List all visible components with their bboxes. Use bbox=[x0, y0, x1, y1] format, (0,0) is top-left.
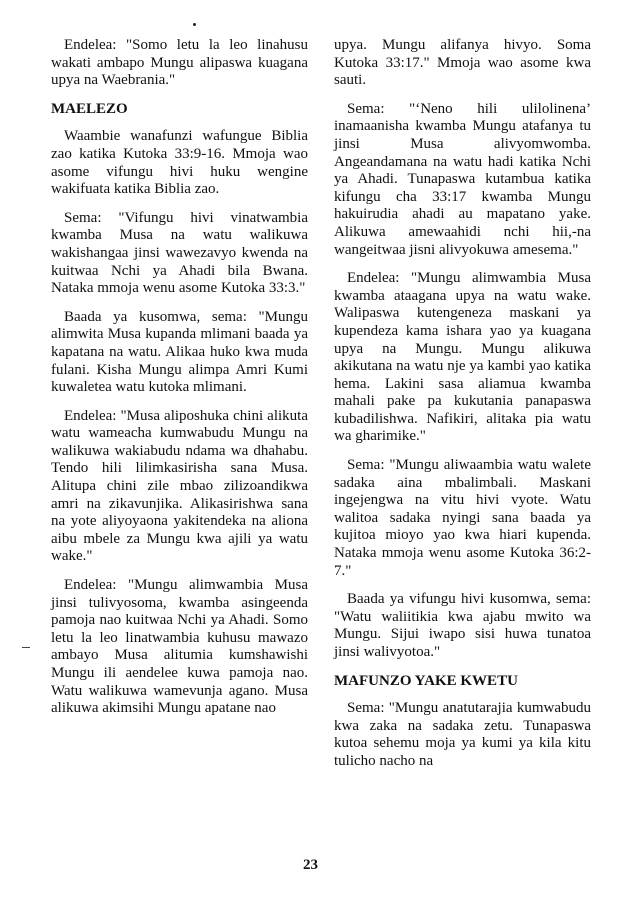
paragraph: Waambie wanafunzi wafungue Biblia zao katika Kutoka 33:9-16. Mmoja wao asome vifungu hivi huku wengine wakifuata katika Biblia zao. bbox=[51, 128, 308, 198]
paragraph-continued: upya. Mungu alifanya hivyo. Soma Kutoka 33:17." Mmoja wao asome kwa sauti. bbox=[334, 37, 591, 89]
paragraph: Sema: "Vifungu hivi vinatwambia kwamba Musa na watu walikuwa wakishangaa jinsi wawezavyo kwenda na kuitwaa Nchi ya Ahadi bila Bwana. Nataka mmoja wenu asome Kutoka 33:3." bbox=[51, 209, 308, 297]
section-heading-mafunzo: MAFUNZO YAKE KWETU bbox=[334, 672, 518, 689]
scan-speck bbox=[193, 23, 196, 26]
paragraph: Sema: "Mungu anatutarajia kumwabudu kwa zaka na sadaka zetu. Tunapaswa kutoa sehemu moja ya kumi ya kila kitu tulicho nacho na bbox=[334, 700, 591, 769]
paragraph: Endelea: "Mungu alimwambia Musa jinsi tulivyosoma, kwamba asingeenda pamoja nao kuitwaa Nchi ya Ahadi. Somo letu la leo linatwambia kuhusu mawazo ambayo Musa alitumia kumshawishi Mungu ili aendelee kuwa pamoja nao. Watu walikuwa wamevunja agano. Musa alikuwa akimsihi Mungu apatane nao bbox=[51, 577, 308, 717]
paragraph: Endelea: "Somo letu la leo linahusu wakati ambapo Mungu alipaswa kuagana upya na Waebrania." bbox=[51, 37, 308, 89]
paragraph: Baada ya vifungu hivi kusomwa, sema: "Watu waliitikia kwa ajabu mwito wa Mungu. Sijui iwapo sisi huwa tunatoa jinsi walivyotoa." bbox=[334, 591, 591, 660]
paragraph: Endelea: "Musa aliposhuka chini alikuta watu wameacha kumwabudu Mungu na walikuwa wakiabudu ndama wa dhahabu. Tendo hili lilimkasirisha sana Musa. Alitupa chini zile mbao zilizoandikwa amri na zikavunjika. Alikasirishwa sana na yote aliyoyaona yakitendeka na aliona aibu mbele za Mungu kwa ajili ya watu wake." bbox=[51, 407, 308, 565]
section-heading-maelezo: MAELEZO bbox=[51, 100, 128, 117]
right-column bbox=[334, 37, 591, 782]
scan-mark bbox=[22, 647, 30, 648]
page-number: 23 bbox=[303, 857, 318, 873]
paragraph: Sema: "‘Neno hili ulilolinena’ inamaanisha kwamba Mungu atafanya tu jinsi Musa alivyomwomba. Angeandamana na watu hadi katika Nchi ya Ahadi. Tunapaswa kutambua katika kifungu cha 33:17 kwamba Mungu hakuirudia ahadi au mapatano yake. Alikuwa amewaahidi nchi hii,-na wangeitwaa jisni alivyokuwa amesema." bbox=[334, 100, 591, 258]
paragraph: Endelea: "Mungu alimwambia Musa kwamba ataagana upya na watu wake. Walipaswa kutengeneza maskani ya kupendeza kama ishara yao ya kuagana upya na Mungu. Mungu alikuwa akikutana na watu nje ya kambi yao katika hema. Lakini sasa aliamua kwamba mahali pake pa kukutania panapaswa kubadilishwa. Nafikiri, alitaka pia watu wa gharimike." bbox=[334, 270, 591, 445]
paragraph: Sema: "Mungu aliwaambia watu walete sadaka aina mbalimbali. Maskani ingejengwa na vitu hivi vyote. Watu walitoa sadaka nyingi sana baada ya kujitoa mioyo yao kwa hiari kupenda. Nataka mmoja wenu asome Kutoka 36:2-7." bbox=[334, 457, 591, 579]
paragraph: Baada ya kusomwa, sema: "Mungu alimwita Musa kupanda mlimani baada ya kapatana na watu. Alikaa huko kwa muda fulani. Kisha Mungu alimpa Amri Kumi kuwaletea watu kutoka mlimani. bbox=[51, 308, 308, 396]
left-column bbox=[51, 37, 308, 729]
